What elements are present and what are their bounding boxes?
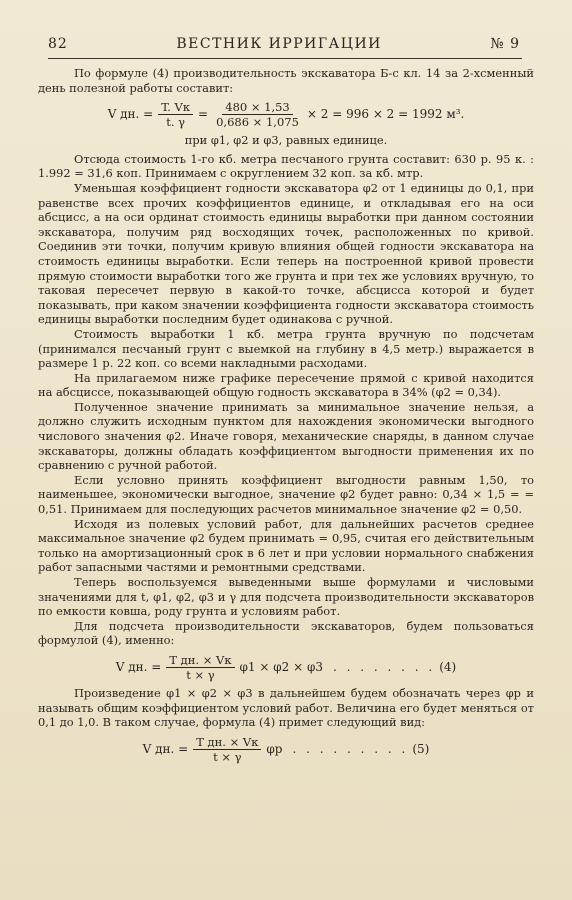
fraction-denominator: 0,686 × 1,075 [216,115,299,130]
fraction-denominator: t × γ [213,749,242,764]
formula-5 [38,735,534,764]
fraction [193,735,261,764]
issue-number: № 9 [490,36,520,52]
fraction-denominator: t × γ [186,667,215,682]
paragraph: По формуле (4) производительность экскаватора Б-с кл. 14 за 2-хсменный день полезной работы составит: [38,66,534,95]
formula-productivity-calc [38,100,534,129]
formula-factors: φр [266,741,283,756]
fraction-numerator: 480 × 1,53 [222,100,293,115]
article-body [38,66,534,768]
equals-sign: = [198,107,209,122]
fraction-numerator: T. Vк [158,100,193,115]
leader-dots: . . . . . . . . . [292,741,409,756]
paragraph: Стоимость выработки 1 кб. метра грунта вручную по подсчетам (принимался песчаный грунт с выемкой на глубину в 4,5 метр.) выражается в размере 1 р. 22 коп. со всеми накладными расходами. [38,326,534,371]
page-number: 82 [48,36,68,52]
paragraph: Исходя из полевых условий работ, для дальнейших расчетов среднее максимальное значение φ2 будем принимать = 0,95, считая его действительным только на амортизационный срок в 6 лет и при условии нормального снабжения работ запасными частями и ремонтными средствами. [38,516,534,575]
formula-4 [38,653,534,682]
formula-lhs: V дн. = [115,660,162,675]
fraction [166,653,234,682]
fraction [158,100,193,129]
formula-condition: при φ1, φ2 и φ3, равных единице. [184,133,388,148]
formula-number: (4) [439,660,457,675]
formula-result: × 2 = 996 × 2 = 1992 м³. [306,107,465,122]
paragraph: Теперь воспользуемся выведенными выше формулами и числовыми значениями для t, φ1, φ2, φ3 и γ для подсчета производительности экскаваторов по емкости ковша, роду грунта и условиям работ. [38,575,534,619]
paragraph: Отсюда стоимость 1-го кб. метра песчаного грунта составит: 630 р. 95 к. : 1.992 = 31,6 коп. Принимаем с округлением 32 коп. за кб. мтр. [38,151,534,181]
fraction-numerator: T дн. × Vк [193,735,261,750]
page-header [48,36,520,52]
fraction-numerator: T дн. × Vк [166,653,234,668]
paragraph: Уменьшая коэффициент годности экскаватора φ2 от 1 единицы до 0,1, при равенстве всех прочих коэффициентов единице, и откладывая его на оси абсцисс, а на оси ординат стоимость единицы выработки при данном состоянии экскаватора, получим ряд восходящих точек, расположенных по кривой. Соединив эти точки, получим кривую влияния общей годности экскаватора на стоимость единицы выработки. Если теперь на построенной кривой провести прямую стоимости выработки того же грунта и при тех же условиях вручную, то таковая пересечет первую в какой-то точке, абсцисса которой и будет показывать, при каком значении коэффициента годности экскаватора стоимость единицы выработки последним будет одинакова с ручной. [38,180,534,327]
formula-factors: φ1 × φ2 × φ3 [239,660,323,675]
fraction-denominator: t. γ [166,115,186,130]
paragraph: Для подсчета производительности экскаваторов, будем пользоваться формулой (4), именно: [38,618,534,648]
journal-title: ВЕСТНИК ИРРИГАЦИИ [176,36,382,52]
paragraph: Произведение φ1 × φ2 × φ3 в дальнейшем будем обозначать через φр и называть общим коэффициентом условий работ. Величина его будет меняться от 0,1 до 1,0. В таком случае, формула (4) примет следующий вид: [38,685,534,730]
paragraph: Полученное значение принимать за минимальное значение нельзя, а должно служить исходным пунктом для нахождения экономически выгодного числового значения φ2. Иначе говоря, механические снаряды, в данном случае экскаваторы, должны обладать коэффициентом выгодности применения их по сравнению с ручной работой. [38,399,534,473]
paragraph: На прилагаемом ниже графике пересечение прямой с кривой находится на абсциссе, показывающей общую годность экскаватора в 34% (φ2 = 0,34). [38,370,534,400]
header-rule [48,58,522,59]
formula-lhs: V дн. = [142,741,189,756]
leader-dots: . . . . . . . . [333,660,436,675]
formula-number: (5) [412,741,430,756]
formula-lhs: V дн. = [107,107,154,122]
fraction [213,100,302,129]
paragraph: Если условно принять коэффициент выгодности равным 1,50, то наименьшее, экономически выгодное, значение φ2 будет равно: 0,34 × 1,5 = = 0,51. Принимаем для последующих расчетов минимальное значение φ2 = 0,50. [38,472,534,517]
